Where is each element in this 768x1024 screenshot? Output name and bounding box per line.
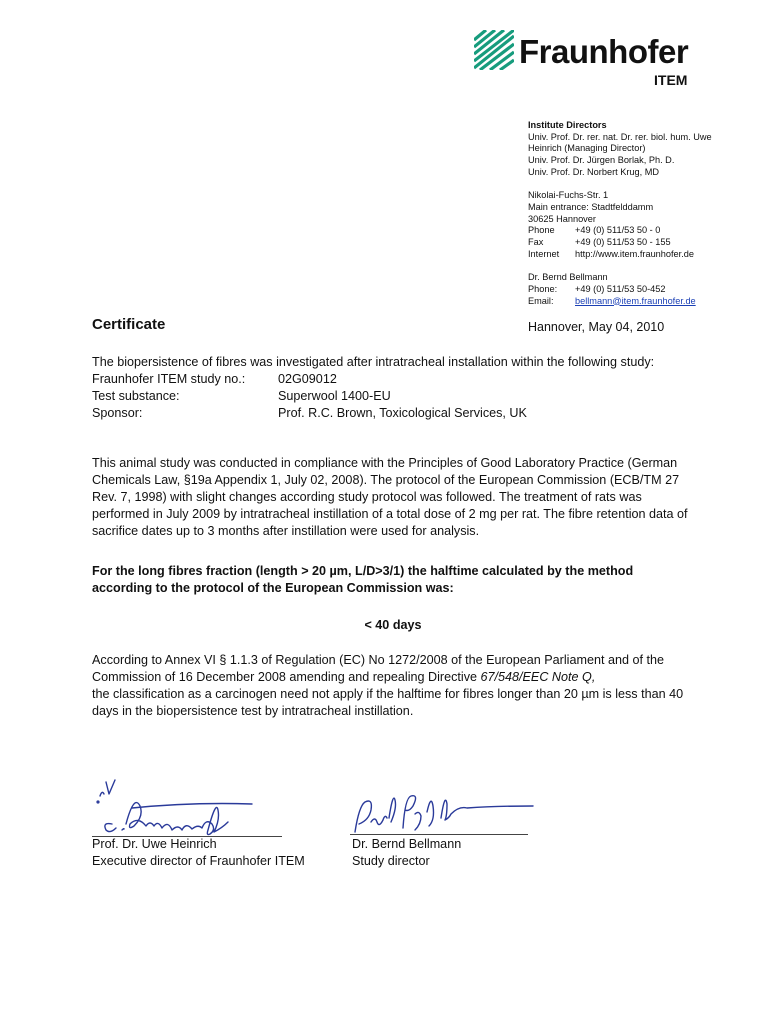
- address-line: Main entrance: Stadtfelddamm: [528, 201, 654, 212]
- sponsor-row: [92, 405, 694, 422]
- signature-bellmann: [345, 788, 535, 840]
- director-line: Univ. Prof. Dr. Norbert Krug, MD: [528, 166, 660, 177]
- address-line: Nikolai-Fuchs-Str. 1: [528, 190, 609, 201]
- institute-directors-heading: Institute Directors: [528, 120, 607, 130]
- internet-value: http://www.item.fraunhofer.de: [575, 248, 694, 259]
- phone-label: Phone: [528, 225, 555, 236]
- contact-phone-label: Phone:: [528, 283, 558, 294]
- study-paragraph: This animal study was conducted in compliance with the Principles of Good Laboratory Practice (German Chemicals Law, §19a Appendix 1, July 02, 2008). The protocol of the European Commission (ECB/TM 27 Rev. 7, 1998) with slight changes according study protocol was followed. The treatment of rats was performed in July 2009 by intratracheal instillation of a total dose of 2 mg per rat. The fibre retention data of sacrifice dates up to 3 months after instillation were used for analysis.: [92, 456, 688, 538]
- annex-text-2: the classification as a carcinogen need not apply if the halftime for fibres longer than 20 µm is less than 40 days in the biopersistence test by intratracheal instillation.: [92, 687, 684, 718]
- study-number-label: Fraunhofer ITEM study no.:: [92, 372, 246, 386]
- contact-email-link[interactable]: bellmann@item.fraunhofer.de: [575, 295, 696, 306]
- intro-text: The biopersistence of fibres was investigated after intratracheal installation within the following study:: [92, 355, 655, 369]
- address-line: 30625 Hannover: [528, 213, 596, 224]
- test-substance-row: [92, 388, 694, 405]
- signature-line-right: [350, 834, 528, 835]
- signer-left-name: Prof. Dr. Uwe Heinrich: [92, 837, 217, 851]
- fraunhofer-logo-mark-icon: [474, 30, 514, 70]
- annex-directive: 67/548/EEC Note Q,: [480, 670, 596, 684]
- contact-phone-row: [528, 284, 768, 296]
- signer-left-role: Executive director of Fraunhofer ITEM: [92, 854, 305, 868]
- signer-right-role: Study director: [352, 854, 430, 868]
- intro-section: [92, 354, 694, 422]
- phone-row: [528, 225, 768, 237]
- study-number-value: 02G09012: [278, 372, 337, 386]
- certificate-date: Hannover, May 04, 2010: [528, 320, 665, 334]
- logo-wordmark: Fraunhofer: [519, 33, 689, 70]
- contact-name: Dr. Bernd Bellmann: [528, 272, 608, 283]
- contact-email-row: [528, 296, 768, 308]
- fax-label: Fax: [528, 237, 544, 248]
- director-line: Univ. Prof. Dr. Jürgen Borlak, Ph. D.: [528, 155, 675, 166]
- sponsor-value: Prof. R.C. Brown, Toxicological Services, UK: [278, 406, 527, 420]
- phone-value: +49 (0) 511/53 50 - 0: [575, 225, 661, 236]
- logo-subtitle: ITEM: [654, 72, 688, 88]
- annex-text-1: According to Annex VI § 1.1.3 of Regulation (EC) No 1272/2008 of the European Parliament and of the Commission of 16 December 2008 amending and repealing Directive: [92, 653, 664, 684]
- fraunhofer-logo: [474, 30, 704, 94]
- contact-email-label: Email:: [528, 295, 554, 306]
- signature-heinrich: [88, 772, 288, 836]
- director-line: Univ. Prof. Dr. rer. nat. Dr. rer. biol. hum. Uwe: [528, 131, 712, 142]
- signer-right-name: Dr. Bernd Bellmann: [352, 837, 462, 851]
- test-substance-value: Superwool 1400-EU: [278, 389, 391, 403]
- institute-info: [528, 120, 768, 307]
- halftime-result: < 40 days: [364, 618, 422, 632]
- contact-phone-value: +49 (0) 511/53 50-452: [575, 283, 666, 294]
- annex-paragraph: [92, 652, 694, 720]
- fax-row: [528, 237, 768, 249]
- halftime-statement: For the long fibres fraction (length > 20 µm, L/D>3/1) the halftime calculated by the method according to the protocol of the European Commission was:: [92, 564, 634, 595]
- study-number-row: [92, 371, 694, 388]
- internet-row: [528, 249, 768, 261]
- internet-label: Internet: [528, 248, 560, 259]
- sponsor-label: Sponsor:: [92, 406, 143, 420]
- certificate-title: Certificate: [92, 316, 166, 333]
- director-line: Heinrich (Managing Director): [528, 143, 646, 154]
- fax-value: +49 (0) 511/53 50 - 155: [575, 237, 671, 248]
- test-substance-label: Test substance:: [92, 389, 180, 403]
